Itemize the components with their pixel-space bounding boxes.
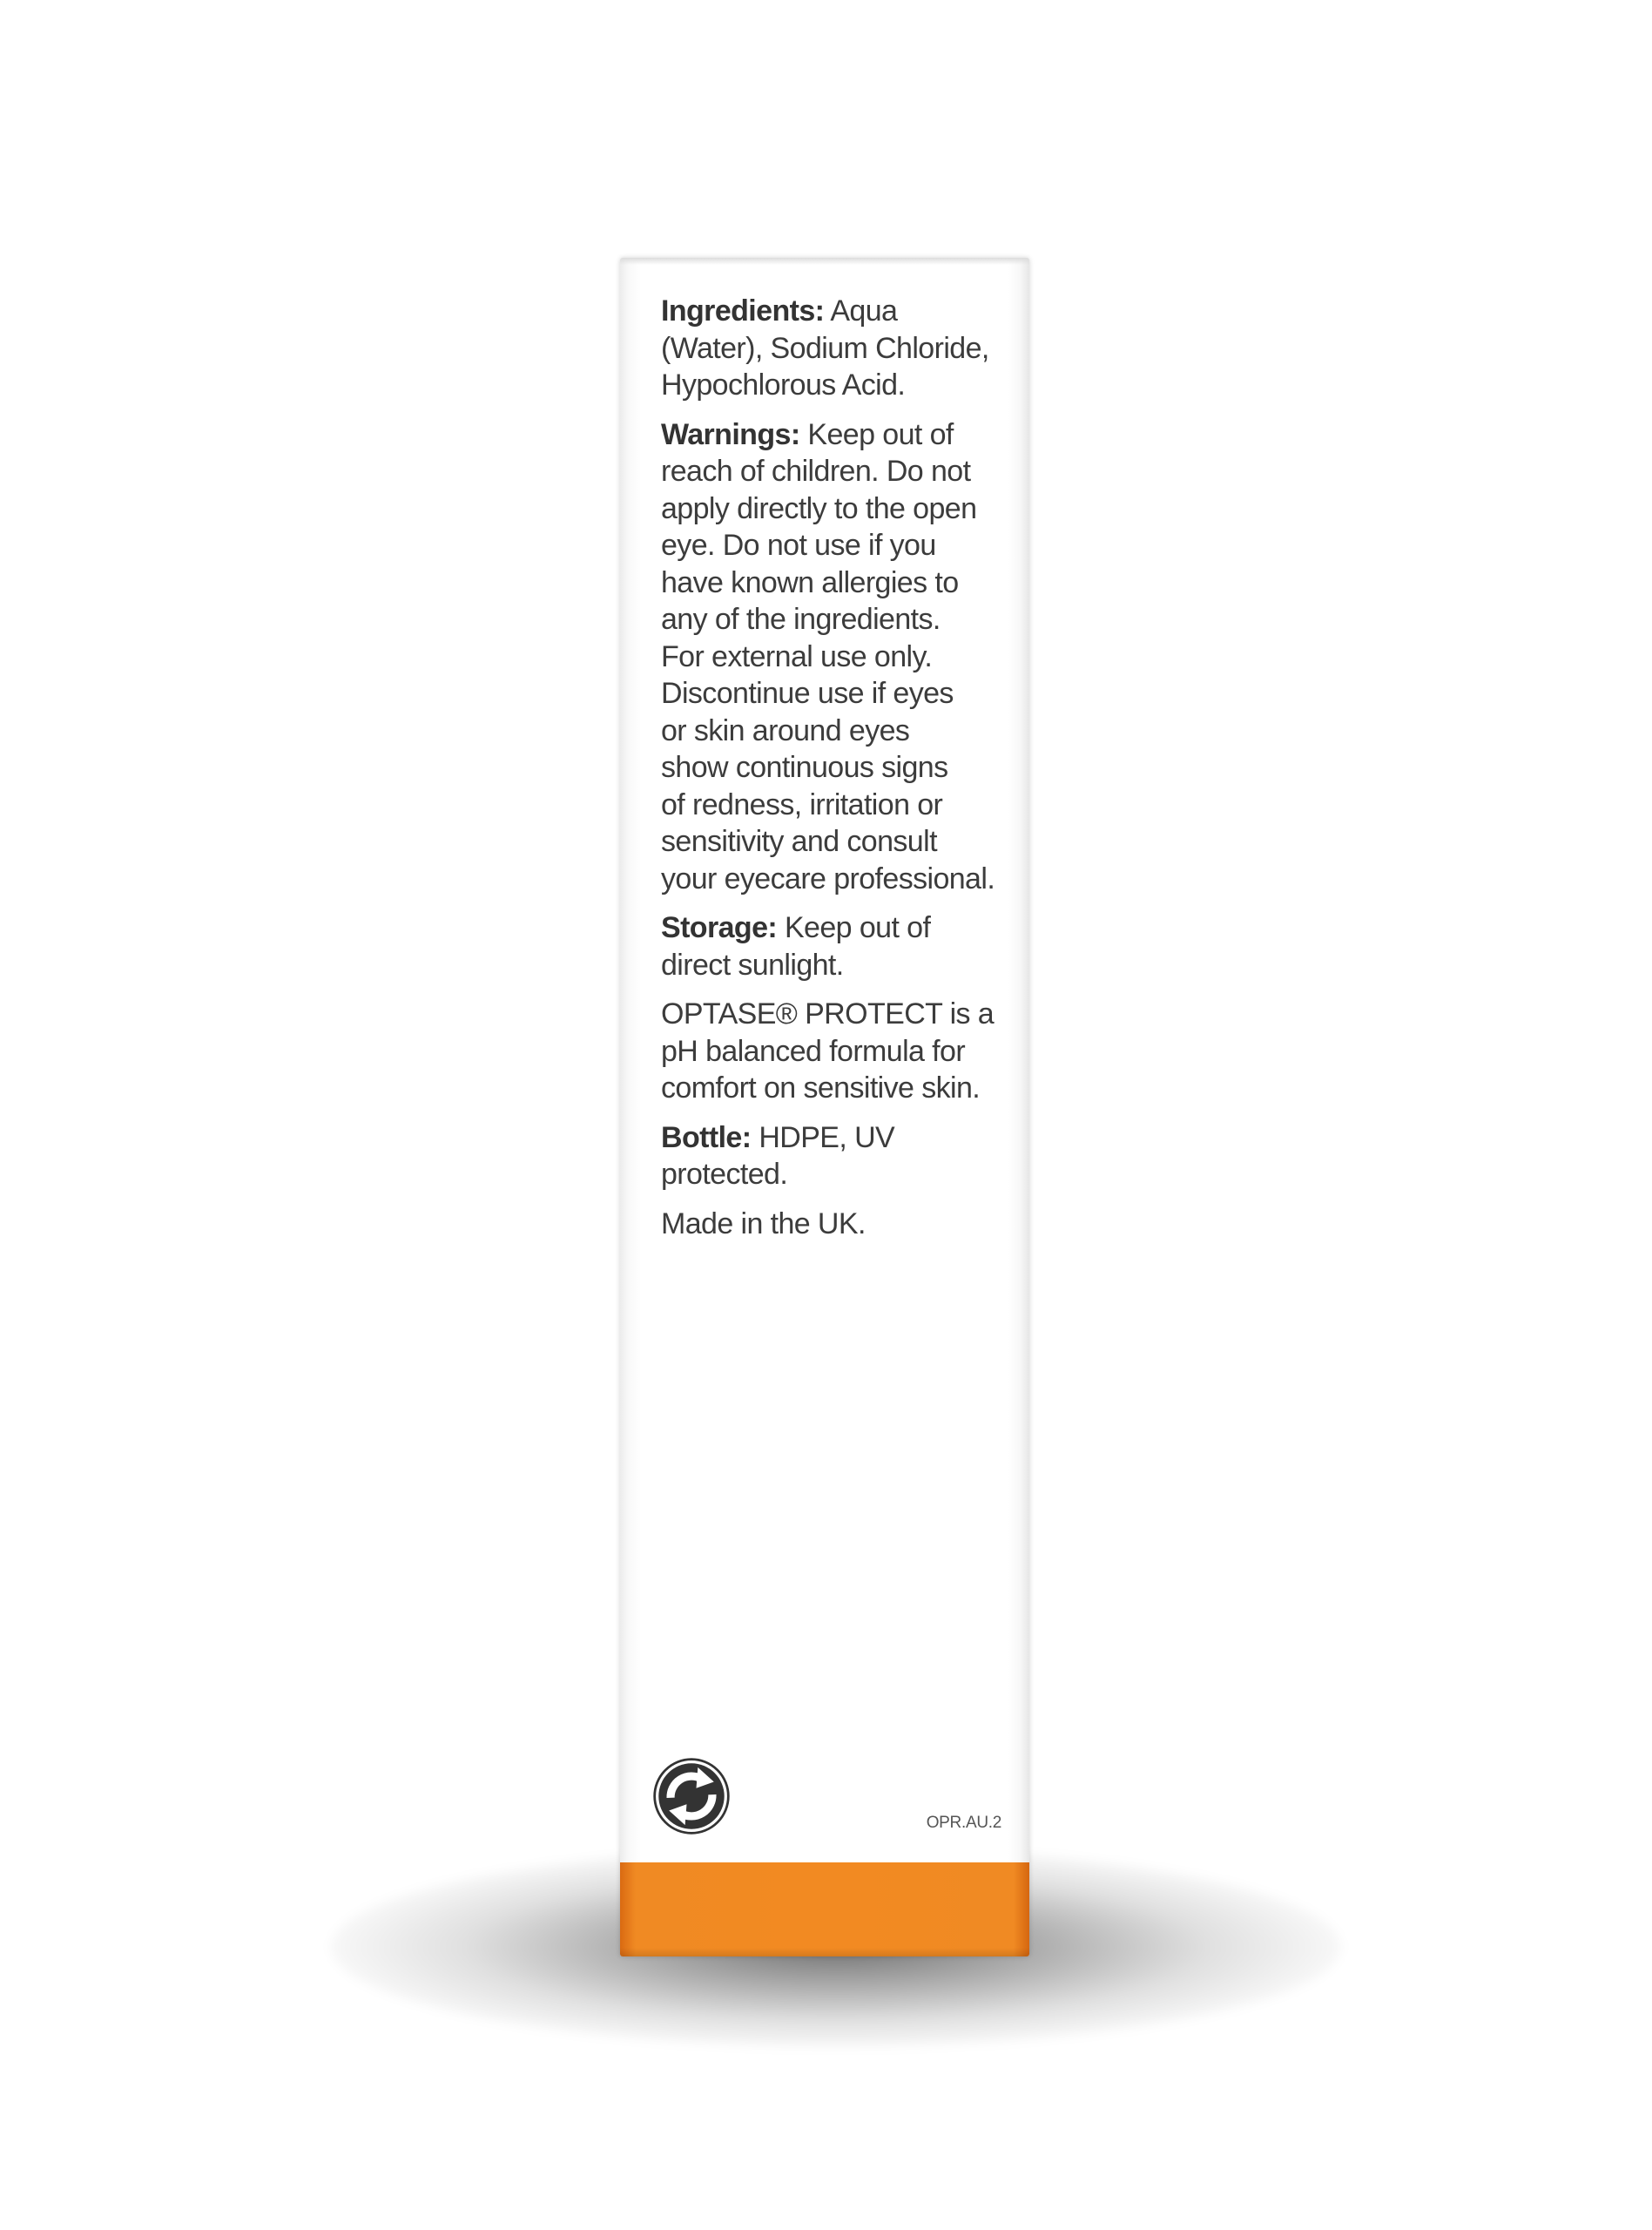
warnings-line: any of the ingredients. [661, 603, 941, 636]
formula-line: pH balanced formula for [661, 1034, 966, 1068]
bottle-section [661, 1119, 1018, 1193]
origin-text: Made in the UK. [661, 1206, 866, 1240]
orange-band [620, 1862, 1029, 1956]
warnings-line: Keep out of [807, 417, 954, 451]
ingredients-line: (Water), Sodium Chloride, [661, 331, 989, 365]
warnings-line: Discontinue use if eyes [661, 677, 954, 710]
ingredients-line: Hypochlorous Acid. [661, 368, 906, 402]
storage-line: direct sunlight. [661, 948, 844, 982]
ingredients-line: Aqua [830, 294, 898, 328]
storage-section [661, 909, 1018, 983]
box-top-edge [620, 258, 1029, 265]
storage-line: Keep out of [784, 911, 931, 944]
warnings-line: sensitivity and consult [661, 825, 937, 858]
green-dot-recycle-icon [651, 1756, 732, 1836]
warnings-line: have known allergies to [661, 565, 959, 599]
panel-text [661, 293, 1018, 1254]
bottle-line: HDPE, UV [759, 1120, 895, 1154]
warnings-line: or skin around eyes [661, 713, 910, 747]
warnings-line: your eyecare professional. [661, 862, 995, 895]
product-box-side-panel [620, 258, 1029, 1956]
bottle-line: protected. [661, 1158, 788, 1191]
warnings-line: apply directly to the open [661, 491, 977, 525]
product-code: OPR.AU.2 [926, 1814, 1001, 1832]
warnings-line: reach of children. Do not [661, 455, 971, 488]
warnings-line: eye. Do not use if you [661, 529, 936, 562]
formula-line: comfort on sensitive skin. [661, 1071, 981, 1105]
storage-label: Storage: [661, 911, 778, 944]
warnings-line: of redness, irritation or [661, 787, 943, 821]
bottle-label: Bottle: [661, 1120, 752, 1154]
ingredients-section [661, 293, 1018, 404]
formula-line: OPTASE® PROTECT is a [661, 997, 995, 1031]
warnings-section [661, 416, 1018, 898]
formula-section [661, 996, 1018, 1107]
origin-section [661, 1206, 1018, 1243]
warnings-line: For external use only. [661, 639, 933, 673]
warnings-line: show continuous signs [661, 751, 948, 784]
ingredients-label: Ingredients: [661, 294, 825, 328]
warnings-label: Warnings: [661, 417, 800, 451]
